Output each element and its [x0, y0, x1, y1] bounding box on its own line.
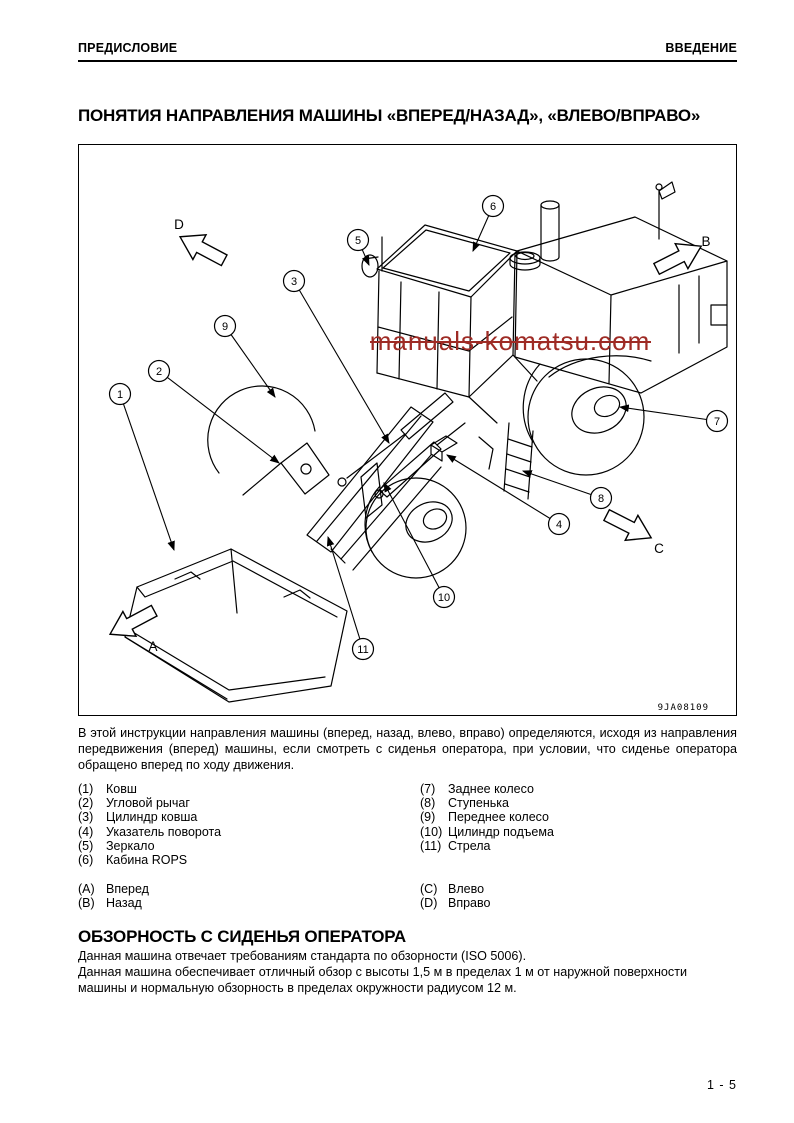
svg-text:5: 5: [354, 234, 362, 247]
list-item: (3) Цилиндр ковша: [78, 810, 198, 825]
svg-text:11: 11: [357, 643, 369, 656]
parts-list: [78, 782, 737, 867]
svg-text:4: 4: [555, 518, 563, 531]
directions-list-left: [78, 882, 420, 910]
svg-text:8: 8: [597, 492, 605, 505]
intro-paragraph: В этой инструкции направления машины (вперед, назад, влево, вправо) определяются, исходя из направления передвижения (вперед) машины, если смотреть с сиденья оператора, при условии, что сиденье оператора обращено вперед по ходу движения.: [78, 726, 737, 772]
list-item: (9) Переднее колесо: [420, 810, 550, 825]
figure-box: [78, 144, 737, 716]
page-title: ПОНЯТИЯ НАПРАВЛЕНИЯ МАШИНЫ «ВПЕРЕД/НАЗАД», «ВЛЕВО/ВПРАВО»: [78, 106, 701, 125]
svg-text:6: 6: [489, 200, 497, 213]
callout-5: [348, 230, 369, 251]
arrow-backward-direction-icon: [650, 234, 707, 282]
visibility-text: [78, 949, 737, 997]
direction-label-a: A: [148, 639, 158, 654]
callout-4: [549, 514, 570, 535]
watermark: [370, 326, 651, 356]
list-item: (B) Назад: [78, 896, 142, 911]
callout-11: [353, 639, 374, 660]
header-left: ПРЕДИСЛОВИЕ: [78, 41, 178, 55]
callout-10: [434, 587, 455, 608]
arrow-left-direction-icon: [600, 503, 657, 551]
list-item: (C) Влево: [420, 882, 485, 896]
list-item: (1) Ковш: [78, 782, 137, 796]
svg-text:9: 9: [221, 320, 229, 333]
list-item: (11) Стрела: [420, 838, 491, 853]
header-right: ВВЕДЕНИЕ: [665, 41, 737, 55]
list-item: (5) Зеркало: [78, 838, 155, 853]
list-item: (7) Заднее колесо: [420, 782, 534, 796]
callout-6: [483, 196, 504, 217]
svg-text:3: 3: [290, 275, 298, 288]
list-item: (4) Указатель поворота: [78, 824, 222, 839]
svg-text:1: 1: [116, 388, 124, 401]
figure-svg: [79, 145, 736, 715]
list-item: (D) Вправо: [420, 896, 491, 911]
directions-list: [78, 882, 737, 910]
list-item: (A) Вперед: [78, 882, 149, 896]
direction-label-c: C: [654, 541, 664, 556]
list-item: (10) Цилиндр подъема: [420, 824, 554, 839]
parts-list-right: [420, 782, 737, 867]
direction-label-b: B: [701, 234, 711, 249]
callout-9: [215, 316, 236, 337]
callout-2: [149, 361, 170, 382]
direction-arrows: [103, 217, 710, 654]
visibility-paragraph-2: Данная машина обеспечивает отличный обзор с высоты 1,5 м в пределах 1 м от наружной поверхности машины и нормальную обзорность в пределах окружности радиусом 12 м.: [78, 964, 688, 995]
parts-list-left: [78, 782, 420, 867]
visibility-heading: ОБЗОРНОСТЬ С СИДЕНЬЯ ОПЕРАТОРА: [78, 927, 406, 946]
svg-text:10: 10: [437, 591, 451, 604]
page-header: [78, 41, 737, 55]
callout-7: [707, 411, 728, 432]
directions-list-right: [420, 882, 737, 910]
svg-text:7: 7: [713, 415, 721, 428]
callout-balloons: [110, 196, 728, 660]
callout-8: [591, 488, 612, 509]
figure-code: 9JA08109: [657, 703, 709, 713]
direction-label-d: D: [174, 217, 184, 232]
list-item: (6) Кабина ROPS: [78, 853, 188, 868]
watermark-text: manuals-komatsu.com: [369, 326, 651, 356]
callout-1: [110, 384, 131, 405]
header-rule: [78, 60, 737, 62]
callout-3: [284, 271, 305, 292]
svg-text:2: 2: [155, 365, 163, 378]
list-item: (8) Ступенька: [420, 796, 509, 811]
list-item: (2) Угловой рычаг: [78, 796, 190, 811]
page-number: 1 - 5: [706, 1078, 737, 1092]
visibility-paragraph-1: Данная машина отвечает требованиям стандарта по обзорности (ISO 5006).: [78, 949, 527, 963]
